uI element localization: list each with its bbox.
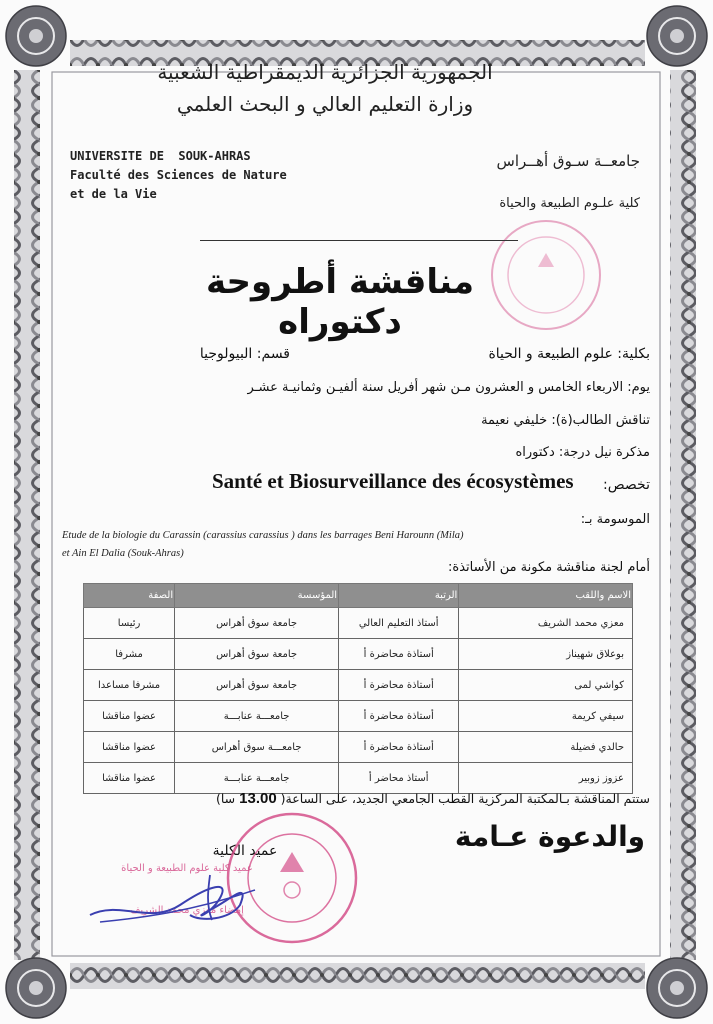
table-row (84, 639, 633, 670)
jury-name: كواشي لمى (459, 670, 633, 701)
jury-rank: أستاذة محاضرة أ (339, 670, 459, 701)
jury-role: عضوا مناقشا (84, 732, 175, 763)
venue-text: ستتم المناقشة بـالمكتبة المركزية القطب الجامعي الجديد، على الساعة( (280, 791, 650, 806)
department-value: البيولوجيا (199, 346, 253, 362)
public-invitation: والدعوة عـامة (454, 820, 646, 853)
jury-table (83, 583, 633, 794)
faculty-ar: كلية علـوم الطبيعة والحياة (499, 196, 640, 211)
table-row (84, 670, 633, 701)
thesis-label: الموسومة بـ: (580, 512, 650, 527)
jury-name: عزوز زوبير (459, 763, 633, 794)
defense-time: 13.00 (239, 790, 277, 807)
dean-stamp-line1: عميد كلية علوم الطبيعة و الحياة (121, 863, 253, 874)
dean-label: عميد الكلية (212, 843, 278, 859)
document-title: مناقشة أطروحة دكتوراه (205, 262, 475, 342)
header-divider (200, 240, 518, 241)
jury-role: عضوا مناقشا (84, 701, 175, 732)
jury-role: رئيسا (84, 608, 175, 639)
degree-label: مذكرة نيل درجة: (558, 445, 650, 460)
table-row (84, 608, 633, 639)
specialty-value: Santé et Biosurveillance des écosystèmes (212, 469, 574, 493)
col-role-header: الصفة (84, 584, 175, 608)
jury-rank: أستاذة محاضرة أ (339, 732, 459, 763)
dean-stamp-line2: إمضاء معزي محمد الشريف (130, 905, 244, 916)
time-suffix: سا) (215, 791, 236, 806)
faculty-fr-line1: Faculté des Sciences de Nature (70, 168, 287, 182)
thesis-title-line2: et Ain El Dalia (Souk-Ahras) (62, 548, 184, 559)
faculty-value: علوم الطبيعة و الحياة (488, 346, 613, 362)
jury-rank: أستاذة محاضرة أ (339, 701, 459, 732)
department-label: قسم: (256, 346, 290, 362)
degree-value: دكتوراه (515, 445, 555, 460)
col-name-header: الاسم واللقب (459, 584, 633, 608)
table-row (84, 763, 633, 794)
student-value: خليفي نعيمة (481, 413, 548, 428)
jury-header-row (84, 584, 633, 608)
day-value: الاربعاء الخامس و العشرون مـن شهر أفريل سنة ألفيـن وثمانيـة عشـر (247, 380, 624, 395)
venue-line (180, 790, 650, 807)
jury-institution: جامعـــة سوق أهراس (175, 732, 339, 763)
jury-institution: جامعـــة عنابـــة (175, 763, 339, 794)
col-rank-header: الرتبة (339, 584, 459, 608)
ministry-heading: وزارة التعليم العالي و البحث العلمي (176, 92, 474, 116)
jury-name: سيفي كريمة (459, 701, 633, 732)
university-fr-name: UNIVERSITE DE SOUK-AHRAS (70, 149, 251, 163)
jury-name: حالدي فضيلة (459, 732, 633, 763)
jury-rank: أستاذة محاضرة أ (339, 639, 459, 670)
degree-line (300, 445, 650, 460)
thesis-title-line1: Etude de la biologie du Carassin (carassius carassius ) dans les barrages Beni Harounn (Mila) (62, 530, 464, 541)
student-line (300, 413, 650, 428)
student-label: تناقش الطالب(ة): (551, 413, 650, 428)
faculty-label: بكلية: (617, 346, 650, 362)
jury-institution: جامعـــة عنابـــة (175, 701, 339, 732)
dean-signature (80, 860, 280, 940)
jury-name: معزي محمد الشريف (459, 608, 633, 639)
jury-institution: جامعة سوق أهراس (175, 639, 339, 670)
day-label: يوم: (627, 380, 650, 395)
day-line (110, 380, 650, 395)
jury-institution: جامعة سوق أهراس (175, 608, 339, 639)
university-fr (70, 147, 330, 204)
republic-heading: الجمهورية الجزائرية الديمقراطية الشعبية (157, 60, 493, 84)
faculty-fr-line2: et de la Vie (70, 187, 157, 201)
jury-role: مشرفا مساعدا (84, 670, 175, 701)
faculty-line (320, 346, 650, 362)
col-institution-header: المؤسسة (175, 584, 339, 608)
jury-rank: أستاذ التعليم العالي (339, 608, 459, 639)
jury-name: بوعلاق شهيناز (459, 639, 633, 670)
table-row (84, 701, 633, 732)
specialty-label: تخصص: (603, 477, 650, 493)
university-ar: جامعــة سـوق أهــراس (496, 152, 640, 170)
jury-institution: جامعة سوق أهراس (175, 670, 339, 701)
jury-role: مشرفا (84, 639, 175, 670)
jury-intro: أمام لجنة مناقشة مكونة من الأساتذة: (448, 560, 650, 575)
jury-role: عضوا مناقشا (84, 763, 175, 794)
jury-rank: أستاذ محاضر أ (339, 763, 459, 794)
table-row (84, 732, 633, 763)
department-line (120, 346, 290, 362)
